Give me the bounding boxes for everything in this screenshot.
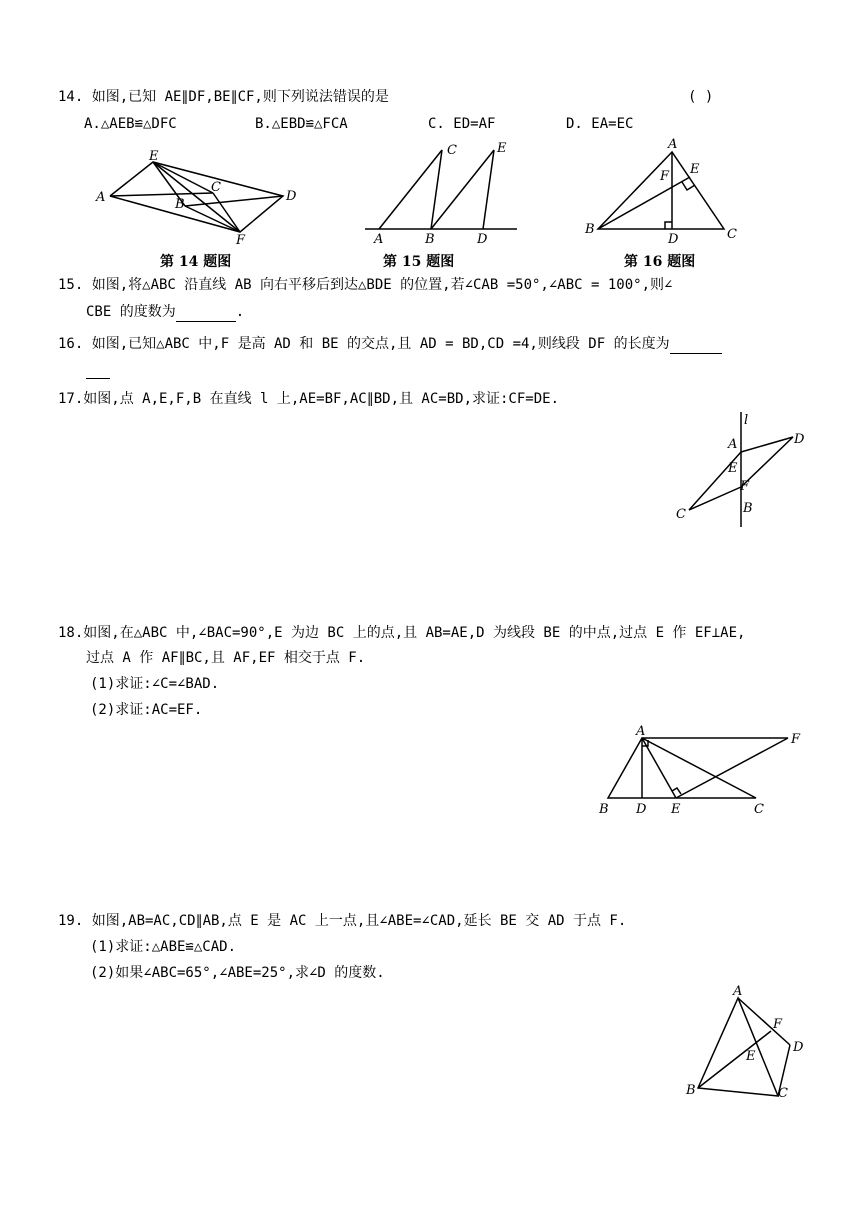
fig19-label-b: B [686,1083,696,1098]
q18-line1: 18.如图,在△ABC 中,∠BAC=90°,E 为边 BC 上的点,且 AB=AE,D 为线段 BE 的中点,过点 E 作 EF⊥AE, [58,625,746,641]
caption-fig16: 第 16 题图 [624,254,696,270]
fig19-label-d: D [793,1040,804,1055]
fig18-label-e: E [671,802,681,817]
fig19-label-a: A [733,984,743,999]
fig15-label-c: C [447,143,457,158]
fig16-label-d: D [668,232,679,247]
q19-part1: (1)求证:△ABE≌△CAD. [90,939,237,955]
fig14-label-f: F [236,233,246,248]
q14-option-a: A.△AEB≌△DFC [84,116,177,132]
q17-line1: 17.如图,点 A,E,F,B 在直线 l 上,AE=BF,AC∥BD,且 AC=BD,求证:CF=DE. [58,391,560,407]
fig18-label-a: A [636,724,646,739]
fig18-label-d: D [636,802,647,817]
fig14-label-d: D [286,189,297,204]
fig16-label-f: F [660,169,670,184]
fig14-label-e: E [149,149,159,164]
fig15-label-b: B [425,232,435,247]
fig16-label-c: C [727,227,737,242]
q14-option-b: B.△EBD≌△FCA [255,116,348,132]
q18-line2: 过点 A 作 AF∥BC,且 AF,EF 相交于点 F. [86,650,366,666]
q14-option-c: C. ED=AF [428,116,496,132]
q19-part2: (2)如果∠ABC=65°,∠ABE=25°,求∠D 的度数. [90,965,385,981]
fig17-label-c: C [676,507,686,522]
fig17-label-d: D [794,432,805,447]
q18-part1: (1)求证:∠C=∠BAD. [90,676,220,692]
q19-line1: 19. 如图,AB=AC,CD∥AB,点 E 是 AC 上一点,且∠ABE=∠CAD,延长 BE 交 AD 于点 F. [58,913,627,929]
fig14-label-a: A [96,190,106,205]
fig19-label-e: E [746,1049,756,1064]
q14-stem: 14. 如图,已知 AE∥DF,BE∥CF,则下列说法错误的是 [58,89,389,105]
q18-part2: (2)求证:AC=EF. [90,702,203,718]
fig14-label-c: C [211,180,221,195]
fig16-label-b: B [585,222,595,237]
q15-line2: CBE 的度数为 . [86,304,245,320]
fig16-label-a: A [668,137,678,152]
caption-fig14: 第 14 题图 [160,254,232,270]
q16-line1: 16. 如图,已知△ABC 中,F 是高 AD 和 BE 的交点,且 AD = BD,CD =4,则线段 DF 的长度为 [58,335,722,354]
fig19-label-f: F [773,1017,783,1032]
q15-line1: 15. 如图,将△ABC 沿直线 AB 向右平移后到达△BDE 的位置,若∠CAB =50°,∠ABC = 100°,则∠ [58,277,673,293]
fig16-label-e: E [690,162,700,177]
fig17-label-f: F [740,479,750,494]
fig15-label-d: D [477,232,488,247]
fig15-label-e: E [497,141,507,156]
q14-option-d: D. EA=EC [566,116,634,132]
fig19-label-c: C [778,1086,788,1101]
fig17-label-b: B [743,501,753,516]
q14-answer-paren: ( ) [688,89,714,105]
fig17-label-l: l [744,413,749,428]
fig15-label-a: A [374,232,384,247]
fig18-label-f: F [791,732,801,747]
fig18-label-c: C [754,802,764,817]
fig17-label-a: A [728,437,738,452]
fig14-label-b: B [175,197,185,212]
fig17-label-e: E [728,461,738,476]
caption-fig15: 第 15 题图 [383,254,455,270]
fig18-label-b: B [599,802,609,817]
